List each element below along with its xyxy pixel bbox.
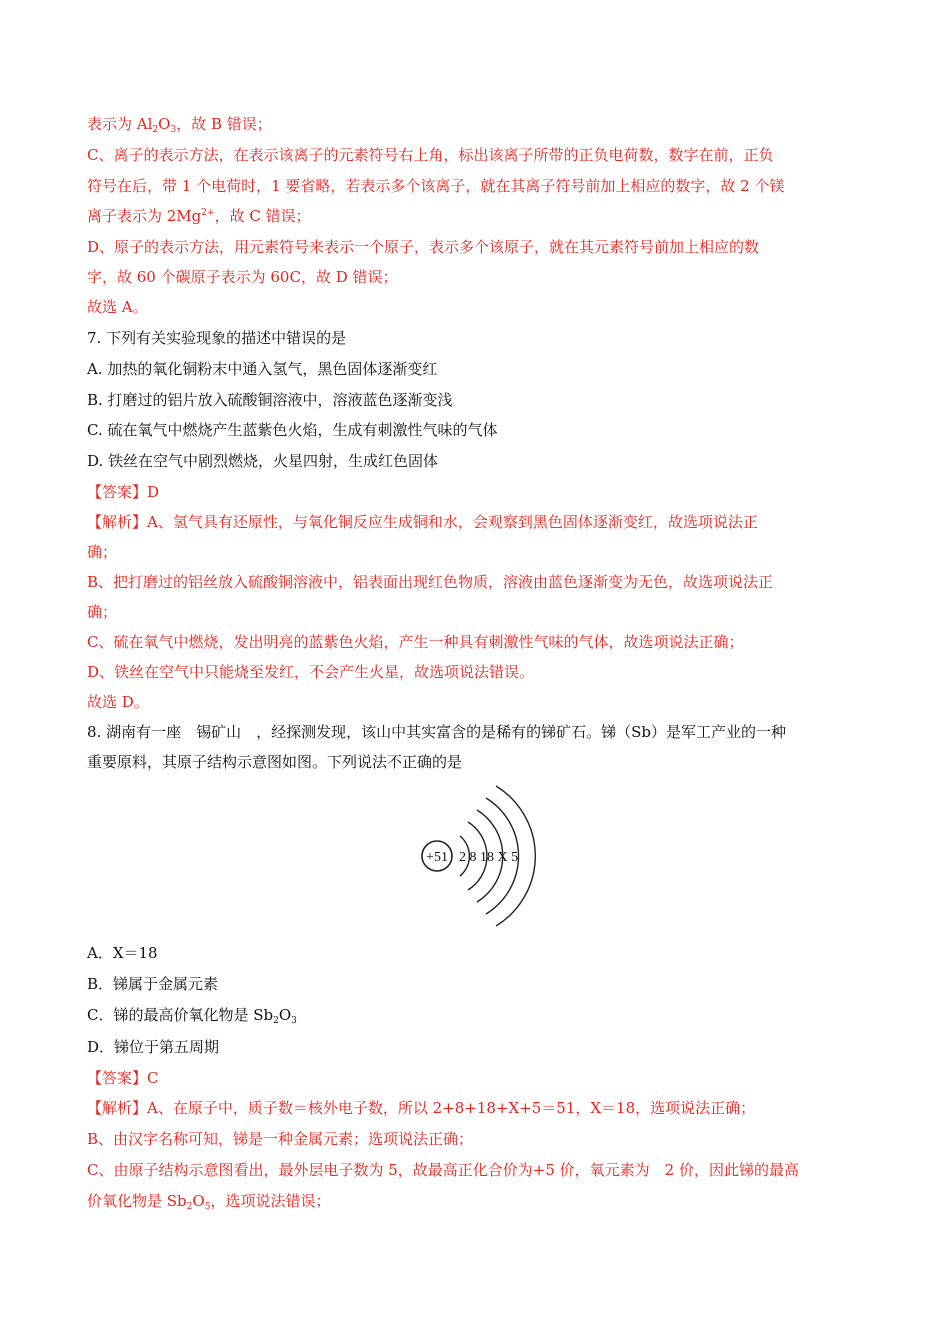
prev-explanation-line-4: 离子表示为 $2Mg^{2+}$，故 C 错误；: [87, 207, 311, 225]
q8-option-d: D．锑位于第五周期: [87, 1038, 220, 1056]
prev-answer-choice: 故选 A。: [87, 298, 148, 316]
q7-option-a: A. 加热的氧化铜粉末中通入氢气，黑色固体逐渐变红: [87, 360, 438, 378]
q7-option-c: C. 硫在氧气中燃烧产生蓝紫色火焰，生成有刺激性气味的气体: [87, 421, 498, 439]
q7-option-d: D. 铁丝在空气中剧烈燃烧，火星四射，生成红色固体: [87, 452, 439, 470]
q7-explanation-line-4: 确；: [87, 603, 118, 621]
q7-explanation-line-6: D、铁丝在空气中只能烧至发红，不会产生火星，故选项说法错误。: [87, 663, 535, 681]
prev-explanation-line-3: 符号在后，带 1 个电荷时，1 要省略，若表示多个该离子，就在其离子符号前加上相应的数字，故 2 个镁: [87, 177, 785, 195]
prev-explanation-line-5: D、原子的表示方法，用元素符号来表示一个原子，表示多个该原子，就在其元素符号前加上相应的数: [87, 238, 760, 256]
q7-explanation-line-1: 【解析】A、氢气具有还原性，与氧化铜反应生成铜和水，会观察到黑色固体逐渐变红，故选项说法正: [87, 513, 758, 531]
q8-answer: 【答案】C: [87, 1069, 159, 1087]
electron-shell-numbers: 2 8 18 X 5: [459, 850, 519, 865]
atomic-structure-diagram: [410, 778, 550, 934]
q7-option-b: B. 打磨过的铝片放入硫酸铜溶液中，溶液蓝色逐渐变浅: [87, 391, 453, 409]
nucleus-charge: +51: [426, 850, 448, 865]
q8-stem-line-2: 重要原料，其原子结构示意图如图。下列说法不正确的是: [87, 753, 463, 771]
q8-explanation-line-4: 价氧化物是 $Sb_2O_5$，选项说法错误；: [87, 1192, 331, 1212]
prev-explanation-line-1: 表示为 $Al_2O_3$，故 B 错误；: [87, 115, 272, 135]
q7-stem: 7. 下列有关实验现象的描述中错误的是: [87, 329, 347, 347]
q8-option-a: A．X＝18: [87, 944, 158, 962]
q7-explanation-line-7: 故选 D。: [87, 693, 149, 711]
prev-explanation-line-2: C、离子的表示方法，在表示该离子的元素符号右上角，标出该离子所带的正负电荷数，数字在前，正负: [87, 146, 774, 164]
q8-option-c: C．锑的最高价氧化物是 $Sb_2O_3$: [87, 1006, 297, 1026]
q8-explanation-line-1: 【解析】A、在原子中，质子数＝核外电子数，所以 2+8+18+X+5＝51，X＝18，选项说法正确；: [87, 1099, 756, 1117]
q8-explanation-line-2: B、由汉字名称可知，锑是一种金属元素；选项说法正确；: [87, 1130, 474, 1148]
q8-explanation-line-3: C、由原子结构示意图看出，最外层电子数为 5，故最高正化合价为+5 价，氧元素为 2 价，因此锑的最高: [87, 1161, 799, 1179]
q8-option-b: B．锑属于金属元素: [87, 975, 219, 993]
prev-explanation-line-6: 字，故 60 个碳原子表示为 60C，故 D 错误；: [87, 268, 398, 286]
q7-answer: 【答案】D: [87, 483, 160, 501]
q7-explanation-line-2: 确；: [87, 543, 118, 561]
q8-stem-line-1: 8. 湖南有一座 锡矿山 ，经探测发现，该山中其实富含的是稀有的锑矿石。锑（Sb）是军工产业的一种: [87, 723, 786, 741]
q7-explanation-line-5: C、硫在氧气中燃烧，发出明亮的蓝紫色火焰，产生一种具有刺激性气味的气体，故选项说法正确；: [87, 633, 744, 651]
q7-explanation-line-3: B、把打磨过的铝丝放入硫酸铜溶液中，铝表面出现红色物质，溶液由蓝色逐渐变为无色，故选项说法正: [87, 573, 774, 591]
